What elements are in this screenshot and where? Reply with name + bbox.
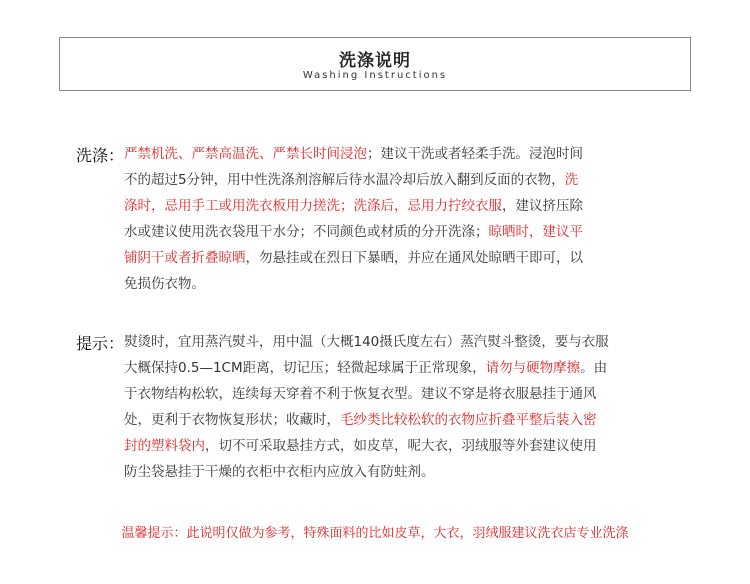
tips-line [124,355,676,381]
washing-line [124,271,676,297]
washing-text: 铺阴干或者折叠晾晒 [124,250,246,266]
page-title: 洗涤说明 [339,51,411,71]
title-box [59,37,691,91]
washing-text: ，建议挤压除 [502,198,583,214]
footer-note: 温馨提示：此说明仅做为参考，特殊面料的比如皮草，大衣，羽绒服建议洗衣店专业洗涤 [121,526,629,541]
washing-label: 洗涤： [76,146,125,165]
washing-text: 洗 [564,172,579,188]
washing-text: ，勿悬挂或在烈日下暴晒，并应在通风处晾晒干即可，以 [245,250,583,266]
tips-text: 大概保持0.5—1CM距离，切记压；轻微起球属于正常现象， [124,360,486,376]
washing-text: 涤时，忌用手工或用洗衣板用力搓洗；洗涤后，忌用力拧绞衣服 [124,198,502,214]
tips-text: 请勿与硬物摩擦 [485,360,581,376]
washing-line [124,141,676,167]
washing-text: ；建议干洗或者轻柔手洗。浸泡时间 [367,146,583,162]
tips-line [124,459,676,485]
washing-line [124,245,676,271]
washing-line [124,167,676,193]
tips-text: 封的塑料袋内 [124,438,205,454]
tips-line [124,381,676,407]
tips-line [124,407,676,433]
washing-text: 晾晒时，建议平 [488,224,583,240]
tips-text: 。由 [580,360,608,376]
washing-body [124,141,676,297]
tips-text: 处，更利于衣物恢复形状；收藏时， [124,412,340,428]
tips-text: 防尘袋悬挂于干燥的衣柜中衣柜内应放入有防蛀剂。 [124,464,435,480]
tips-line [124,433,676,459]
tips-line [124,329,676,355]
washing-line [124,193,676,219]
washing-text: 严禁机洗、严禁高温洗、严禁长时间浸泡 [124,146,367,162]
washing-text: 不的超过5分钟，用中性洗涤剂溶解后待水温冷却后放入翻到反面的衣物， [124,172,565,188]
page-subtitle: Washing Instructions [302,70,448,81]
tips-text: 于衣物结构松软，连续每天穿着不利于恢复衣型。建议不穿是将衣服悬挂于通风 [124,386,597,402]
washing-text: 水或建议使用洗衣袋甩干水分；不同颜色或材质的分开洗涤； [124,224,489,240]
tips-body [124,329,676,485]
tips-text: ，切不可采取悬挂方式，如皮草，呢大衣，羽绒服等外套建议使用 [205,438,597,454]
tips-text: 毛纱类比较松软的衣物应折叠平整后装入密 [340,412,597,428]
tips-label: 提示： [76,334,125,353]
washing-text: 免损伤衣物。 [124,276,205,292]
washing-line [124,219,676,245]
tips-text: 熨烫时，宜用蒸汽熨斗，用中温（大概140摄氏度左右）蒸汽熨斗整烫，要与衣服 [124,334,609,350]
